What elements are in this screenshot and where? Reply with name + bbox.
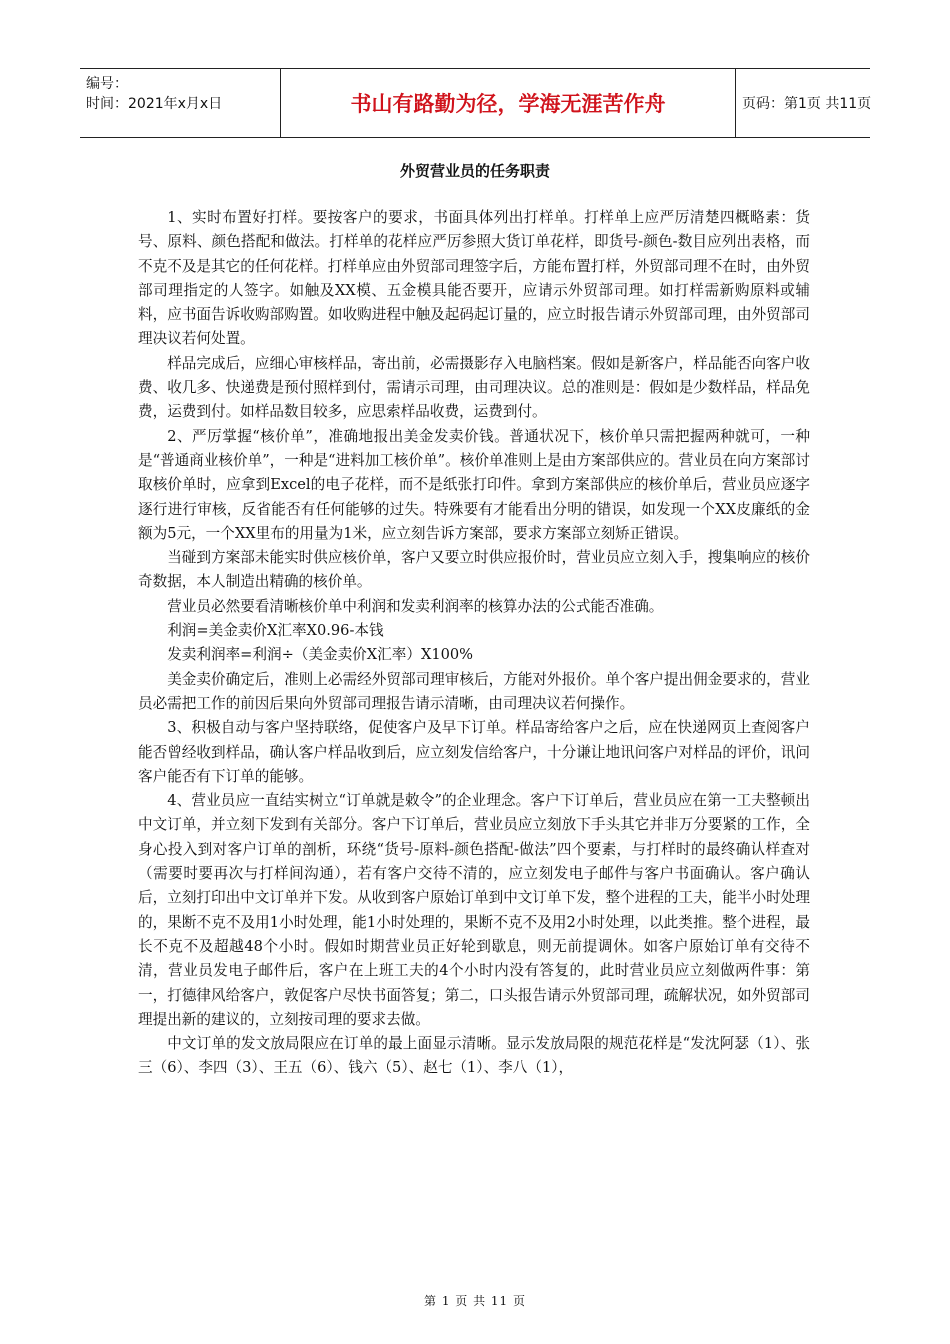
paragraph: 2、严厉掌握“核价单”，准确地报出美金发卖价钱。普通状况下，核价单只需把握两种就可，一种是“普通商业核价单”，一种是“进料加工核价单”。核价单准则上是由方案部供应的。营业员在向方案部讨取核价单时，应拿到Excel的电子花样，而不是纸张打印件。拿到方案部供应的核价单后，营业员应逐字逐行进行审核，反省能否有任何能够的过失。特殊要有才能看出分明的错误，如发现一个XX皮廉纸的金额为5元，一个XX里布的用量为1米，应立刻告诉方案部，要求方案部立刻矫正错误。	[138, 427, 810, 542]
paragraph: 4、营业员应一直结实树立“订单就是敕令”的企业理念。客户下订单后，营业员应在第一工夫整顿出中文订单，并立刻下发到有关部分。客户下订单后，营业员应立刻放下手头其它并非万分要紧的工作，全身心投入到对客户订单的剖析，环绕“货号-原料-颜色搭配-做法”四个要素，与打样时的最终确认样查对（需要时要再次与打样间沟通），若有客户交待不清的，应立刻发电子邮件与客户书面确认。客户确认后，立刻打印出中文订单并下发。从收到客户原始订单到中文订单下发，整个进程的工夫，能半小时处理的，果断不克不及用1小时处理，能1小时处理的，果断不克不及用2小时处理，以此类推。整个进程，最长不克不及超越48个小时。假如时期营业员正好轮到歇息，则无前提调休。如客户原始订单有交待不清，营业员发电子邮件后，客户在上班工夫的4个小时内没有答复的，此时营业员应立刻做两件事：第一，打德律风给客户，敦促客户尽快书面答复；第二，口头报告请示外贸部司理，疏解状况，如外贸部司理提出新的建议的，立刻按司理的要求去做。	[138, 792, 810, 1028]
header-meta-cell	[80, 69, 280, 137]
paragraph: 当碰到方案部未能实时供应核价单，客户又要立时供应报价时，营业员应立刻入手，搜集响应的核价奇数据，本人制造出精确的核价单。	[138, 549, 810, 591]
paragraph: 美金卖价确定后，准则上必需经外贸部司理审核后，方能对外报价。单个客户提出佣金要求的，营业员必需把工作的前因后果向外贸部司理报告请示清晰，由司理决议若何操作。	[138, 670, 810, 712]
formula-margin: 发卖利润率=利润÷（美金卖价X汇率）X100%	[167, 646, 474, 664]
paragraph: 3、积极自动与客户坚持联络，促使客户及早下订单。样品寄给客户之后，应在快递网页上查阅客户能否曾经收到样品，确认客户样品收到后，应立刻发信给客户，十分谦让地讯问客户对样品的评价，讯问客户能否有下订单的能够。	[138, 719, 810, 785]
paragraph: 中文订单的发文放局限应在订单的最上面显示清晰。显示发放局限的规范花样是“发沈阿瑟（1）、张三（6）、李四（3）、王五（6）、钱六（5）、赵七（1）、李八（1），	[138, 1035, 810, 1077]
date-label: 时间：2021年x月x日	[86, 96, 223, 112]
header-motto: 书山有路勤为径，学海无涯苦作舟	[350, 92, 666, 116]
header-divider	[735, 69, 736, 137]
page-footer: 第 1 页 共 11 页	[424, 1294, 526, 1308]
document-body	[138, 206, 810, 1081]
header-table	[80, 68, 870, 138]
paragraph: 营业员必然要看清晰核价单中利润和发卖利润率的核算办法的公式能否准确。	[167, 597, 664, 615]
paragraph: 样品完成后，应细心审核样品，寄出前，必需摄影存入电脑档案。假如是新客户，样品能否向客户收费、收几多、快递费是预付照样到付，需请示司理，由司理决议。总的准则是：假如是少数样品，样品免费，运费到付。如样品数目较多，应思索样品收费，运费到付。	[138, 354, 810, 421]
paragraph: 1、实时布置好打样。要按客户的要求，书面具体列出打样单。打样单上应严厉清楚四概略素：货号、原料、颜色搭配和做法。打样单的花样应严厉参照大货订单花样，即货号-颜色-数目应列出表格，而不克不及是其它的任何花样。打样单应由外贸部司理签字后，方能布置打样，外贸部司理不在时，由外贸部司理指定的人签字。如触及XX模、五金模具能否要开，应请示外贸部司理。如打样需新购原料或辅料，应书面告诉收购部购置。如收购进程中触及起码起订量的，应立时报告请示外贸部司理，由外贸部司理决议若何处置。	[138, 209, 810, 348]
header-page-info: 页码：第1页 共11页	[742, 96, 872, 112]
serial-number-label: 编号：	[86, 76, 128, 92]
document-title: 外贸营业员的任务职责	[399, 162, 550, 180]
formula-profit: 利润=美金卖价X汇率X0.96-本钱	[167, 622, 384, 640]
